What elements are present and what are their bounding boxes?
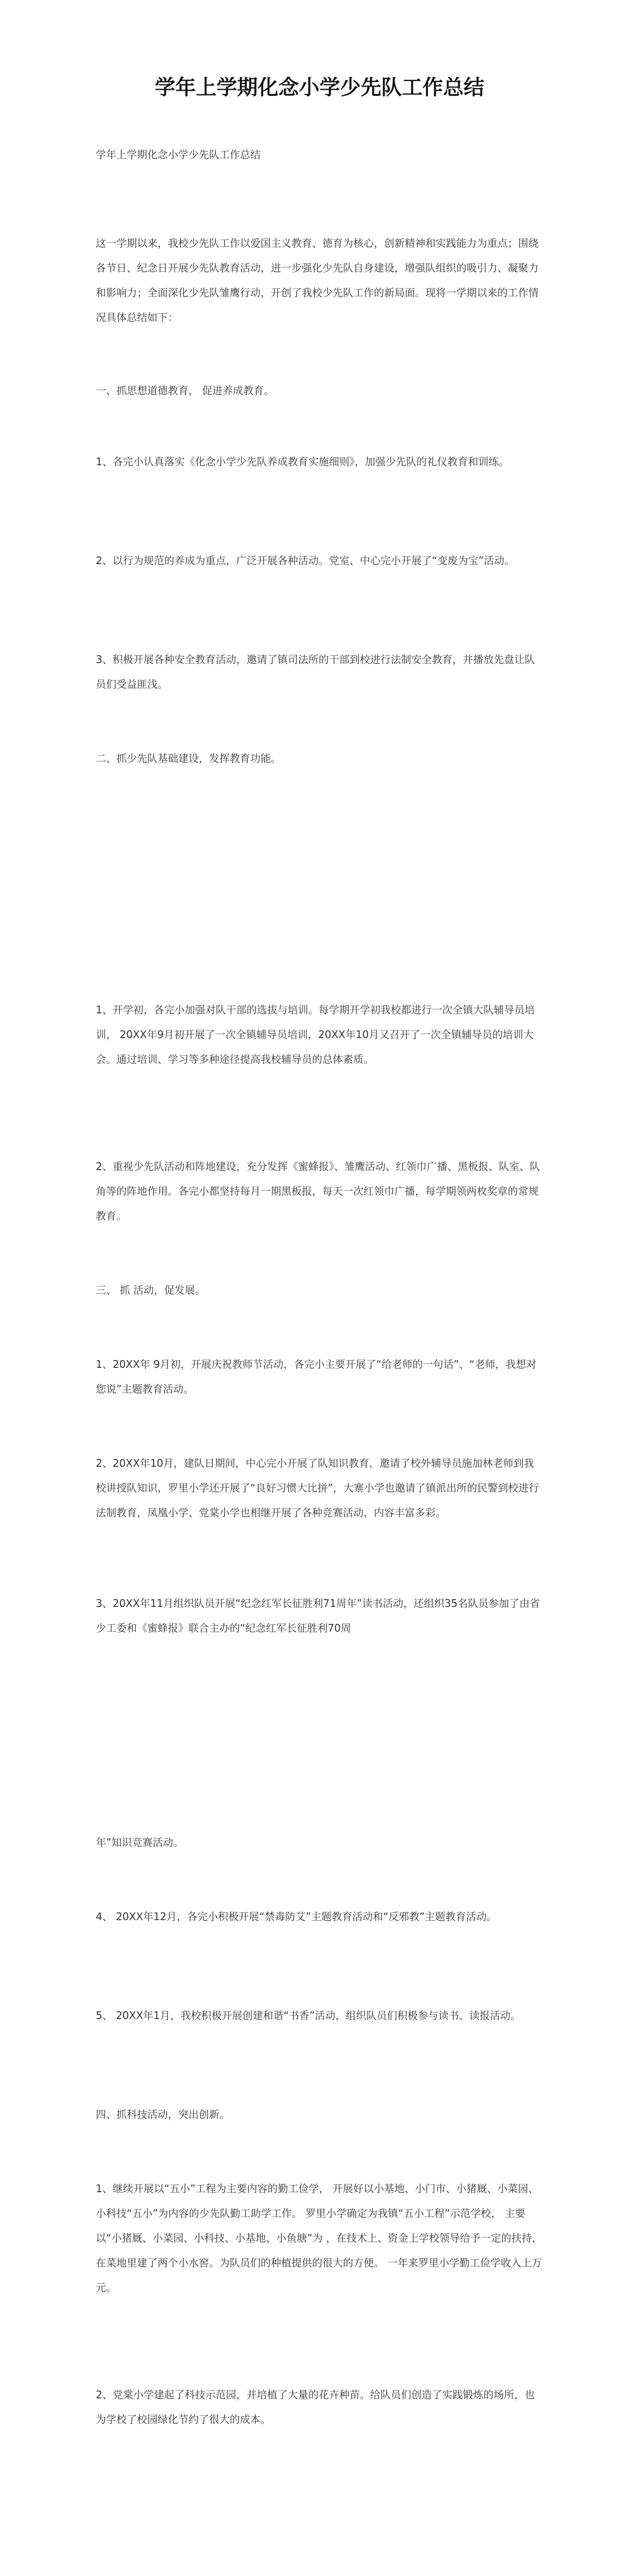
paragraph-3-3: 3、20XX年11月组织队员开展“纪念红军长征胜利71周年”读书活动，还组织35名队员参加了由省少工委和《蜜蜂报》联合主办的“纪念红军长征胜利70周 bbox=[96, 1597, 540, 1634]
paragraph-2-2: 2、重视少先队活动和阵地建设，充分发挥《蜜蜂报》、雏鹰活动、红领巾广播、黑板报、队室、队角等的阵地作用。各完小都坚持每月一期黑板报，每天一次红领巾广播，每学期领两枚奖章的常规教育。 bbox=[96, 1160, 540, 1222]
paragraph-3-1: 1、20XX年 9月初，开展庆祝教师节活动，各完小主要开展了“给老师的一句话”、“老师，我想对您说”主题教育活动。 bbox=[96, 1358, 537, 1395]
section-heading-2: 二、抓少先队基础建设，发挥教育功能。 bbox=[96, 752, 281, 765]
paragraph-1-3: 3、积极开展各种安全教育活动，邀请了镇司法所的干部到校进行法制安全教育，并播放先盘让队员们受益匪浅。 bbox=[96, 653, 535, 690]
paragraph-4-1: 1、继续开展以“五小”工程为主要内容的勤工俭学， 开展好以小基地、小门市、小猪厩、小菜园、小科技“五小”为内容的少先队勤工助学工作。 罗里小学确定为我镇“五小工程”示范学校， 主要以“小猪厩、小菜园、小科技、小基地、小鱼塘”为 ，在技术上、资金上学校领导给予一定的扶持，在菜地里建了两个小水窖。为队员们的种植提供的很大的方便。 一年来罗里小学勤工俭学收入上万元。 bbox=[96, 2182, 543, 2294]
paragraph-1-2: 2、以行为规范的养成为重点，广泛开展各种活动。党室、中心完小开展了“变废为宝”活动。 bbox=[96, 554, 515, 567]
section-heading-1: 一、抓思想道德教育， 促进养成教育。 bbox=[96, 384, 274, 397]
paragraph-3-2: 2、20XX年10月，建队日期间，中心完小开展了队知识教育，邀请了校外辅导员施加林老师到我校讲授队知识，罗里小学还开展了“良好习惯大比拼”，大寨小学也邀请了镇派出所的民警到校进行法制教育，凤凰小学、党棠小学也相继开展了各种竞赛活动，内容丰富多彩。 bbox=[96, 1457, 539, 1519]
paragraph-1-1: 1、各完小认真落实《化念小学少先队养成教育实施细则》，加强少先队的礼仪教育和训练。 bbox=[96, 455, 509, 468]
paragraph-3-4: 4、 20XX年12月，各完小积极开展“禁毒防艾”主题教育活动和“反邪教”主题教育活动。 bbox=[96, 1910, 497, 1923]
section-heading-3: 三、 抓 活动，促发展。 bbox=[96, 1284, 205, 1296]
document-title: 学年上学期化念小学少先队工作总结 bbox=[154, 75, 485, 99]
intro-paragraph: 这一学期以来，我校少先队工作以爱国主义教育、德育为核心，创新精神和实践能力为重点；围绕各节日、纪念日开展少先队教育活动，进一步强化少先队自身建设，增强队组织的吸引力、凝聚力和影响力；全面深化少先队雏鹰行动，开创了我校少先队工作的新局面。现将一学期以来的工作情况具体总结如下： bbox=[96, 237, 539, 324]
section-heading-4: 四、抓科技活动，突出创新。 bbox=[96, 2108, 230, 2121]
paragraph-3-3-continued: 年”知识竞赛活动。 bbox=[96, 1836, 184, 1849]
paragraph-2-1: 1、开学初，各完小加强对队干部的选拔与培训。每学期开学初我校都进行一次全镇大队辅导员培训， 20XX年9月初开展了一次全镇辅导员培训，20XX年10月又召开了一次全镇辅导员的培训大会。通过培训、学习等多种途径提高我校辅导员的总体素质。 bbox=[96, 1004, 535, 1065]
document-subtitle: 学年上学期化念小学少先队工作总结 bbox=[96, 148, 261, 161]
paragraph-3-5: 5、 20XX年1月，我校积极开展创建和谐“书香”活动，组织队员们积极参与读书、读报活动。 bbox=[96, 2009, 521, 2022]
paragraph-4-2: 2、党棠小学建起了科技示范园，并培植了大量的花卉种苗。给队员们创造了实践锻炼的场所，也为学校了校园绿化节约了很大的成本。 bbox=[96, 2388, 535, 2426]
